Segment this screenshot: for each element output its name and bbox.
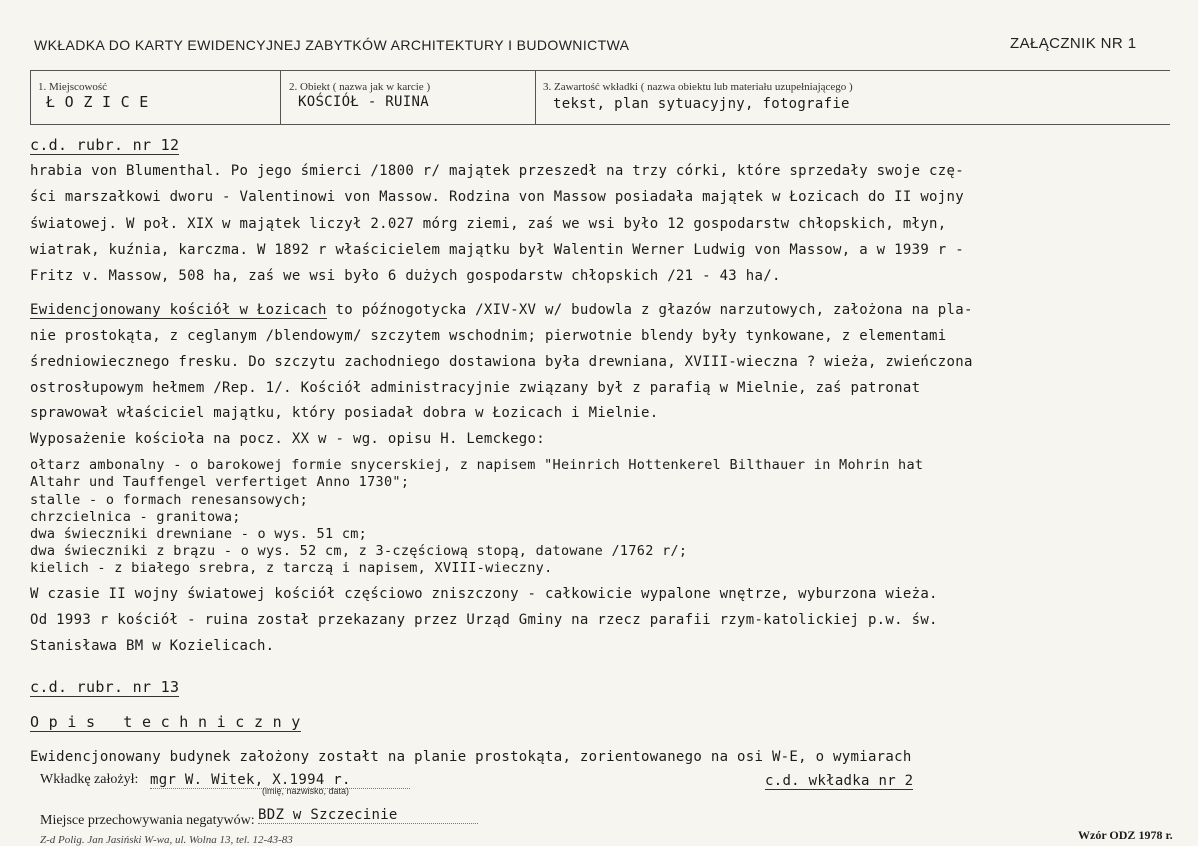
underlined-phrase: Ewidencjonowany kościół w Łozicach: [30, 302, 327, 318]
author-hint: (imię, nazwisko, data): [262, 786, 350, 796]
section-heading-rubr-12: c.d. rubr. nr 12: [30, 136, 180, 154]
field-label-object: 2. Obiekt ( nazwa jak w karcie ): [289, 81, 431, 93]
box-divider-1: [280, 70, 281, 124]
text-line: światowej. W poł. XIX w majątek liczył 2.027 mórg ziemi, zaś we wsi było 12 gospodarstw chłopskich, młyn,: [30, 216, 947, 232]
text-line: średniowiecznego fresku. Do szczytu zachodniego dostawiona była drewniana, XVIII-wieczna ? wieża, zwieńczona: [30, 354, 973, 370]
field-label-locality: 1. Miejscowość: [38, 81, 108, 93]
field-value-contents: tekst, plan sytuacyjny, fotografie: [553, 96, 850, 112]
equipment-item: dwa świeczniki drewniane - o wys. 51 cm;: [30, 526, 368, 542]
printer-note: Z-d Polig. Jan Jasiński W-wa, ul. Wolna 13, tel. 12-43-83: [40, 834, 293, 846]
form-title: WKŁADKA DO KARTY EWIDENCYJNEJ ZABYTKÓW ARCHITEKTURY I BUDOWNICTWA: [34, 37, 630, 53]
text-line: W czasie II wojny światowej kościół częściowo zniszczony - całkowicie wypalone wnętrze, wyburzona wieża.: [30, 586, 938, 602]
text-line: hrabia von Blumenthal. Po jego śmierci /1800 r/ majątek przeszedł na trzy córki, które sprzedały swoje czę-: [30, 163, 964, 179]
storage-value: BDZ w Szczecinie: [258, 807, 478, 824]
field-value-locality: Ł O Z I C E: [46, 93, 149, 111]
text-line: nie prostokąta, z ceglanym /blendowym/ szczytem wschodnim; pierwotnie blendy były tynkowane, z elementami: [30, 328, 947, 344]
field-label-contents: 3. Zawartość wkładki ( nazwa obiektu lub materiału uzupełniającego ): [543, 81, 853, 93]
storage-label: Miejsce przechowywania negatywów:: [40, 813, 255, 828]
equipment-item: stalle - o formach renesansowych;: [30, 492, 309, 508]
text-line: wiatrak, kuźnia, karczma. W 1892 r właścicielem majątku był Walentin Werner Ludwig von Massow, a w 1939 r -: [30, 242, 964, 258]
equipment-item: kielich - z białego srebra, z tarczą i napisem, XVIII-wieczny.: [30, 560, 553, 576]
field-value-object: KOŚCIÓŁ - RUINA: [298, 94, 429, 110]
section-heading-technical: O p i s t e c h n i c z n y: [30, 713, 301, 731]
box-top-rule: [30, 70, 1170, 71]
text-line: Wyposażenie kościoła na pocz. XX w - wg. opisu H. Lemckego:: [30, 431, 545, 447]
annex-number: ZAŁĄCZNIK NR 1: [1010, 35, 1137, 52]
equipment-item: Altahr und Tauffengel verfertiget Anno 1730";: [30, 474, 410, 490]
text-line: Ewidencjonowany kościół w Łozicach to późnogotycka /XIV-XV w/ budowla z głazów narzutowych, założona na pla-: [30, 302, 973, 318]
author-value: mgr W. Witek, X.1994 r.: [150, 772, 410, 789]
text-line: ostrosłupowym hełmem /Rep. 1/. Kościół administracyjnie związany był z parafią w Mielnie, zaś patronat: [30, 380, 921, 396]
equipment-item: dwa świeczniki z brązu - o wys. 52 cm, z 3-częściową stopą, datowane /1762 r/;: [30, 543, 688, 559]
text-line: Fritz v. Massow, 508 ha, zaś we wsi było 6 dużych gospodarstw chłopskich /21 - 43 ha/.: [30, 268, 781, 284]
box-left-rule: [30, 70, 31, 124]
text-line: Stanisława BM w Kozielicach.: [30, 638, 275, 654]
text-line: sprawował właściciel majątku, który posiadał dobra w Łozicach i Mielnie.: [30, 405, 659, 421]
form-code: Wzór ODZ 1978 r.: [1078, 828, 1173, 842]
section-heading-rubr-13: c.d. rubr. nr 13: [30, 678, 180, 696]
text-line: Ewidencjonowany budynek założony zostałt na planie prostokąta, zorientowanego na osi W-E, o wymiarach: [30, 749, 912, 765]
box-divider-2: [535, 70, 536, 124]
text-line: Od 1993 r kościół - ruina został przekazany przez Urząd Gminy na rzecz parafii rzym-katolickiej p.w. św.: [30, 612, 938, 628]
equipment-item: ołtarz ambonalny - o barokowej formie snycerskiej, z napisem "Heinrich Hottenkerel Bilthauer in Mohrin hat: [30, 457, 924, 473]
continued-note: c.d. wkładka nr 2: [765, 773, 914, 789]
text-line: ści marszałkowi dworu - Valentinowi von Massow. Rodzina von Massow posiadała majątek w Łozicach do II wojny: [30, 189, 964, 205]
box-bottom-rule: [30, 124, 1170, 125]
author-label: Wkładkę założył:: [40, 772, 139, 787]
equipment-item: chrzcielnica - granitowa;: [30, 509, 241, 525]
